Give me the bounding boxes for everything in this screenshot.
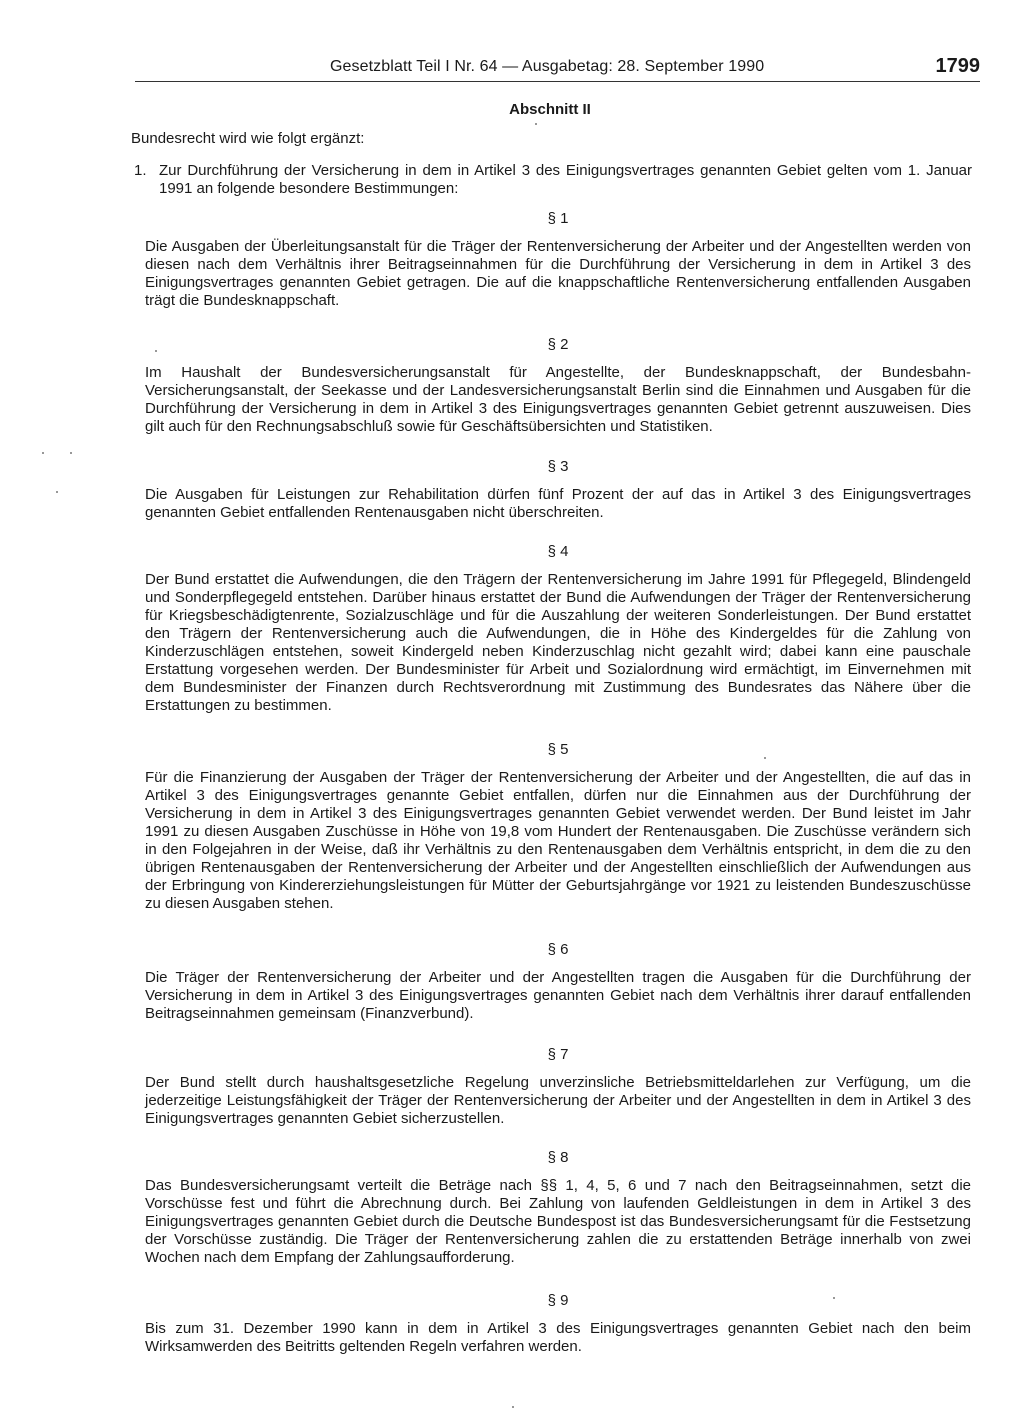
running-title: Gesetzblatt Teil I Nr. 64 — Ausgabetag: 28. September 1990	[330, 58, 765, 75]
paragraph-title: § 9	[547, 1292, 569, 1309]
scan-speck	[42, 452, 44, 454]
page-number: 1799	[935, 55, 980, 77]
paragraph-text: Der Bund erstattet die Aufwendungen, die den Trägern der Rentenversicherung im Jahre 1991 für Pflegegeld, Blindengeld und Sonderpflegegeld entstehen. Darüber hinaus erstattet der Bund die Aufwendungen der Träger der Rentenversicherung für Kriegsbeschädigtenrente, Sozialzuschläge und für die Auszahlung der weiteren Sonderleistungen. Der Bund erstattet den Trägern der Rentenversicherung auch die Aufwendungen, die in Höhe des Kindergeldes für die Zahlung von Kinderzuschlägen entstehen, soweit Kindergeld neben Kinderzuschlag nicht gezahlt wird; dabei kann eine pauschale Erstattung vorgesehen werden. Der Bundesminister für Arbeit und Sozialordnung wird ermächtigt, im Einvernehmen mit dem Bundesminister der Finanzen durch Rechtsverordnung mit Zustimmung des Bundesrates das Nähere über die Erstattungen zu bestimmen.	[145, 571, 971, 714]
scan-speck	[155, 350, 157, 352]
paragraph-text: Die Träger der Rentenversicherung der Arbeiter und der Angestellten tragen die Ausgaben für die Durchführung der Versicherung in dem in Artikel 3 des Einigungsvertrages genannten Gebiet nach dem Verhältnis ihrer darauf entfallenden Beitragseinnahmen gemeinsam (Finanzverbund).	[145, 969, 971, 1022]
paragraph-title: § 5	[547, 741, 569, 758]
paragraph-7	[145, 1046, 971, 1128]
paragraph-text: Der Bund stellt durch haushaltsgesetzliche Regelung unverzinsliche Betriebsmitteldarlehen zur Verfügung, um die jederzeitige Leistungsfähigkeit der Träger der Rentenversicherung der Arbeiter und der Angestellten in dem in Artikel 3 des Einigungsvertrages genannten Gebiet sicherzustellen.	[145, 1074, 971, 1127]
paragraph-text: Für die Finanzierung der Ausgaben der Träger der Rentenversicherung der Arbeiter und der Angestellten, die auf das in Artikel 3 des Einigungsvertrages genannte Gebiet entfallen, dürfen nur die Einnahmen aus der Durchführung der Versicherung in dem in Artikel 3 des Einigungsvertrages genannten Gebiet verwendet werden. Der Bund leistet im Jahr 1991 zu diesen Ausgaben Zuschüsse in Höhe von 19,8 vom Hundert der Rentenausgaben. Die Zuschüsse verändern sich in den Folgejahren in der Weise, daß ihr Verhältnis zu den Rentenausgaben dem Verhältnis entspricht, in dem die zu den übrigen Rentenausgaben der Rentenversicherung der Arbeiter und der Angestellten einschließlich der Aufwendungen aus der Erbringung von Kindererziehungsleistungen für Mütter der Geburtsjahrgänge vor 1921 zu leistenden Bundeszuschüsse zu diesen Ausgaben stehen.	[145, 769, 971, 912]
paragraph-text: Die Ausgaben der Überleitungsanstalt für die Träger der Rentenversicherung der Arbeiter und der Angestellten werden von diesen nach dem Verhältnis ihrer Beitragseinnahmen für die Durchführung der Versicherung in dem in Artikel 3 des Einigungsvertrages genannten Gebiet getragen. Die auf die knappschaftliche Rentenversicherung entfallenden Ausgaben trägt die Bundesknappschaft.	[145, 238, 971, 309]
scan-speck	[512, 1406, 514, 1408]
paragraph-text: Bis zum 31. Dezember 1990 kann in dem in Artikel 3 des Einigungsvertrages genannten Gebiet nach den beim Wirksamwerden des Beitritts geltenden Regeln verfahren werden.	[145, 1320, 971, 1355]
section-heading: Abschnitt II	[509, 101, 591, 118]
paragraph-4	[145, 543, 971, 715]
paragraph-title: § 8	[547, 1149, 569, 1166]
page-header	[135, 55, 980, 83]
paragraph-text: Im Haushalt der Bundesversicherungsanstalt für Angestellte, der Bundesknappschaft, der Bundesbahn-Versicherungsanstalt, der Seekasse und der Landesversicherungsanstalt Berlin sind die Einnahmen und Ausgaben für die Durchführung der Versicherung in dem in Artikel 3 des Einigungsvertrages genannten Gebiet getrennt auszuweisen. Dies gilt auch für den Rechnungsabschluß sowie für Geschäftsübersichten und Statistiken.	[145, 364, 971, 435]
paragraph-3	[145, 458, 971, 522]
paragraph-1	[145, 210, 971, 310]
section-intro: Bundesrecht wird wie folgt ergänzt:	[131, 130, 365, 147]
paragraph-title: § 6	[547, 941, 569, 958]
scan-speck	[833, 1297, 835, 1299]
paragraph-text: Die Ausgaben für Leistungen zur Rehabilitation dürfen fünf Prozent der auf das in Artikel 3 des Einigungsvertrages genannten Gebiet entfallenden Rentenausgaben nicht überschreiten.	[145, 486, 971, 521]
list-item-text: Zur Durchführung der Versicherung in dem in Artikel 3 des Einigungsvertrages genannten Gebiet gelten vom 1. Januar 1991 an folgende besondere Bestimmungen:	[159, 162, 972, 197]
paragraph-title: § 7	[547, 1046, 569, 1063]
scan-speck	[764, 757, 766, 759]
paragraph-8	[145, 1149, 971, 1267]
paragraph-title: § 4	[547, 543, 569, 560]
paragraph-6	[145, 941, 971, 1023]
paragraph-title: § 3	[547, 458, 569, 475]
header-rule	[135, 81, 980, 82]
paragraph-9	[145, 1292, 971, 1356]
paragraph-text: Das Bundesversicherungsamt verteilt die Beträge nach §§ 1, 4, 5, 6 und 7 nach den Beitragseinnahmen, setzt die Vorschüsse fest und führt die Abrechnung durch. Bei Zahlung von laufenden Geldleistungen in dem in Artikel 3 des Einigungsvertrages genannten Gebiet durch die Deutsche Bundespost ist das Bundesversicherungsamt für die Festsetzung der Vorschüsse zuständig. Die Träger der Rentenversicherung zahlen die zu erstattenden Beträge innerhalb von zwei Wochen nach dem Empfang der Zahlungsaufforderung.	[145, 1177, 971, 1266]
paragraph-5	[145, 741, 971, 913]
list-item-number: 1.	[134, 162, 147, 179]
scan-speck	[70, 452, 72, 454]
paragraph-title: § 1	[547, 210, 569, 227]
scan-speck	[535, 123, 537, 125]
paragraph-2	[145, 336, 971, 436]
scan-speck	[56, 491, 58, 493]
paragraph-title: § 2	[547, 336, 569, 353]
